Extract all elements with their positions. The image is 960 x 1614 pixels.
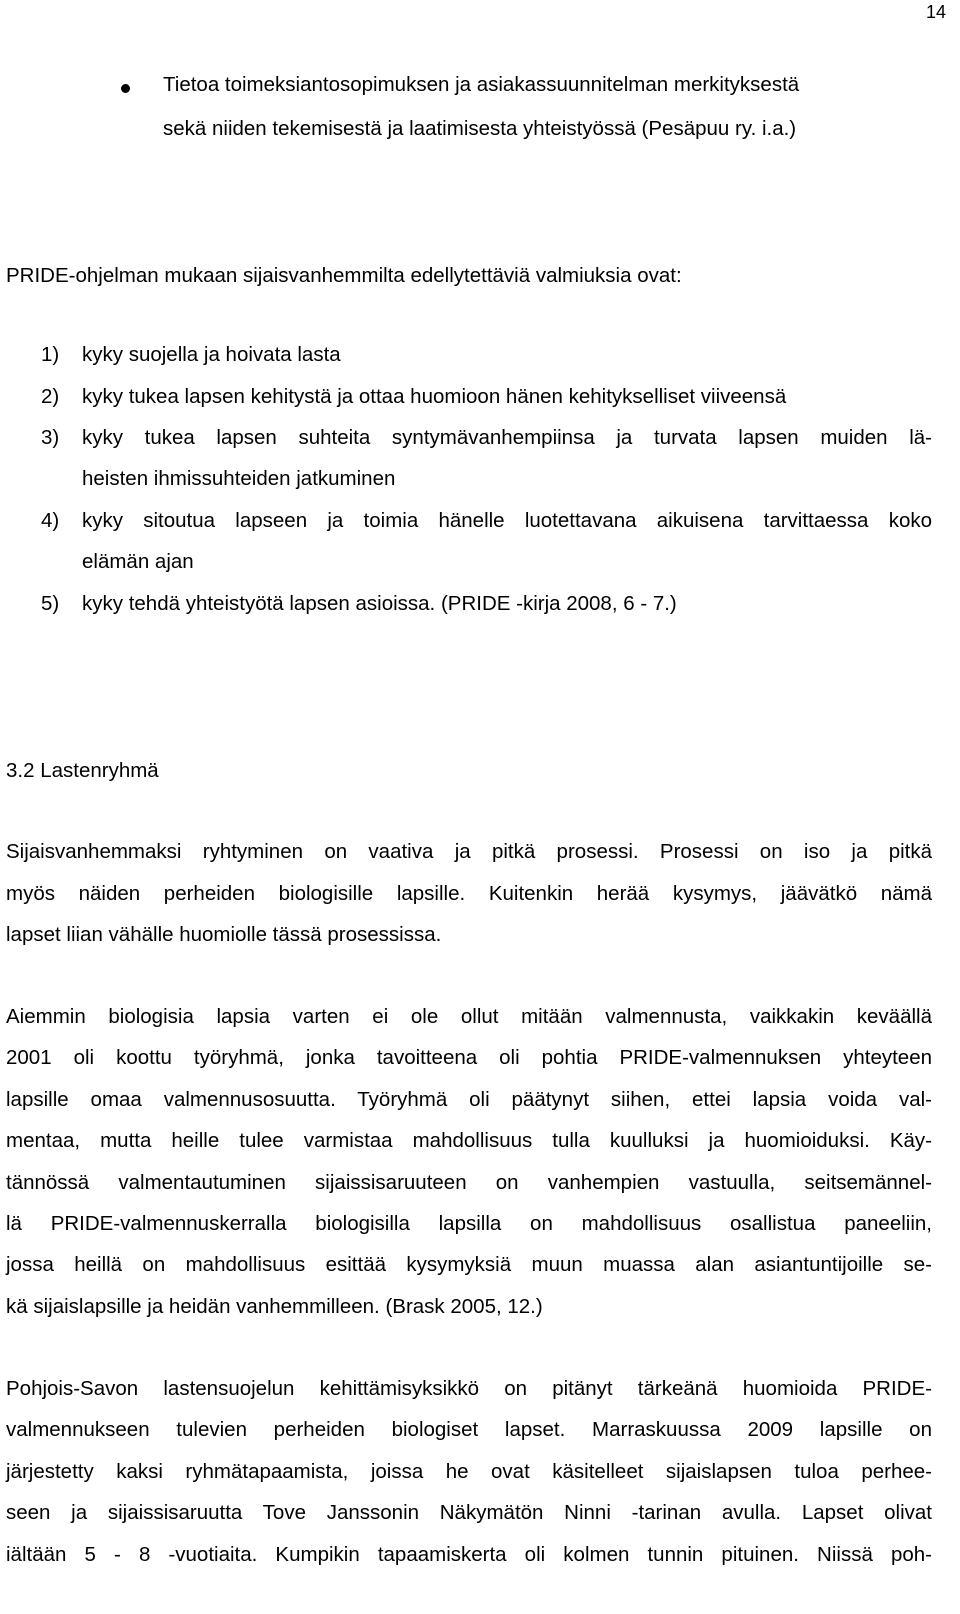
list-item-text: kyky tukea lapsen kehitystä ja ottaa huomioon hänen kehitykselliset viiveensä [82,385,787,408]
paragraph-line: lapsille omaa valmennusosuutta. Työryhmä oli päätynyt siihen, ettei lapsia voida val- [6,1088,932,1111]
paragraph-line: järjestetty kaksi ryhmätapaamista, joissa he ovat käsitelleet sijaislapsen tuloa perhee- [6,1460,932,1483]
section-heading: 3.2 Lastenryhmä [6,759,159,782]
bullet-line: Tietoa toimeksiantosopimuksen ja asiakassuunnitelman merkityksestä [163,73,800,96]
list-item-number: 5) [41,592,60,615]
paragraph-line: lapset liian vähälle huomiolle tässä prosessissa. [6,923,442,946]
paragraph-line: Aiemmin biologisia lapsia varten ei ole ollut mitään valmennusta, vaikkakin keväällä [6,1005,932,1028]
bullet-line: sekä niiden tekemisestä ja laatimisesta yhteistyössä (Pesäpuu ry. i.a.) [163,117,797,140]
list-item-text: kyky suojella ja hoivata lasta [82,343,341,366]
paragraph-line: Pohjois-Savon lastensuojelun kehittämisyksikkö on pitänyt tärkeänä huomioida PRIDE- [6,1377,932,1400]
paragraph-line: kä sijaislapsille ja heidän vanhemmilleen. (Brask 2005, 12.) [6,1295,543,1318]
paragraph-line: tännössä valmentautuminen sijaissisaruuteen on vanhempien vastuulla, seitsemännel- [6,1171,932,1194]
list-item-text: heisten ihmissuhteiden jatkuminen [82,467,396,490]
list-item-text: kyky tehdä yhteistyötä lapsen asioissa. (PRIDE -kirja 2008, 6 - 7.) [82,592,677,615]
paragraph-line: 2001 oli koottu työryhmä, jonka tavoitteena oli pohtia PRIDE-valmennuksen yhteyteen [6,1046,932,1069]
list-item-number: 3) [41,426,60,449]
paragraph-line: seen ja sijaissisaruutta Tove Janssonin Näkymätön Ninni -tarinan avulla. Lapset olivat [6,1501,932,1524]
paragraph-line: mentaa, mutta heille tulee varmistaa mahdollisuus tulla kuulluksi ja huomioiduksi. Käy- [6,1129,932,1152]
list-item-text: elämän ajan [82,550,194,573]
paragraph-line: valmennukseen tulevien perheiden biologiset lapset. Marraskuussa 2009 lapsille on [6,1418,932,1441]
paragraph-line: Sijaisvanhemmaksi ryhtyminen on vaativa ja pitkä prosessi. Prosessi on iso ja pitkä [6,840,932,863]
pride-intro: PRIDE-ohjelman mukaan sijaisvanhemmilta edellytettäviä valmiuksia ovat: [6,264,682,287]
list-item-number: 1) [41,343,60,366]
page-number: 14 [925,2,946,22]
paragraph-line: iältään 5 - 8 -vuotiaita. Kumpikin tapaamiskerta oli kolmen tunnin pituinen. Niissä poh- [6,1543,932,1566]
paragraph-line: jossa heillä on mahdollisuus esittää kysymyksiä muun muassa alan asiantuntijoille se- [6,1253,932,1276]
list-item-number: 2) [41,385,60,408]
bullet-dot-icon [121,84,130,93]
paragraph-line: myös näiden perheiden biologisille lapsille. Kuitenkin herää kysymys, jäävätkö nämä [6,882,932,905]
paragraph-line: lä PRIDE-valmennuskerralla biologisilla lapsilla on mahdollisuus osallistua paneeliin, [6,1212,932,1235]
list-item-text: kyky sitoutua lapseen ja toimia hänelle luotettavana aikuisena tarvittaessa koko [82,509,932,532]
list-item-number: 4) [41,509,60,532]
list-item-text: kyky tukea lapsen suhteita syntymävanhempiinsa ja turvata lapsen muiden lä- [82,426,932,449]
